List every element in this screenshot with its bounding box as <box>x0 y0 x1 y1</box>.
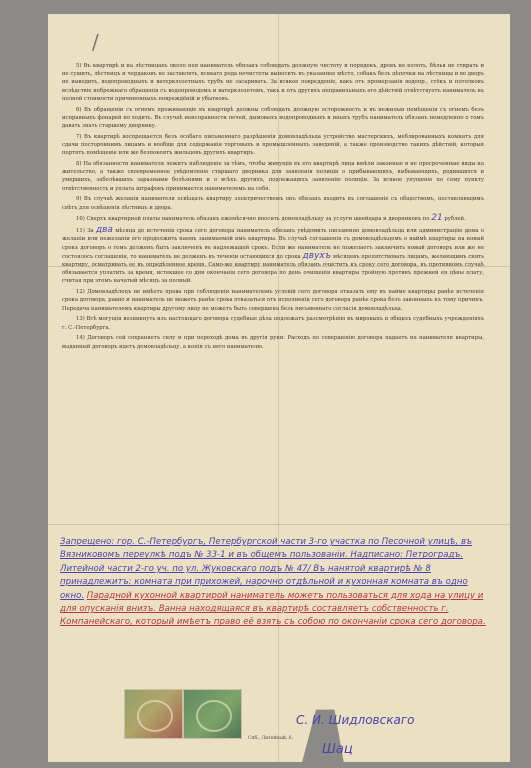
clause-10 <box>62 214 484 223</box>
clause-12: 12) Домовладѣлецъ не имѣетъ права при соблюденіи нанимателемъ условій сего договора отказать ему въ найме квартиры ранѣе истеченія срока договора, равно и наниматель не можетъ ранѣе срока отказаться отъ исполненія сего договора ранѣе срока безъ законныхъ къ тому причинъ. Передача нанимателемъ квартиры другому лицу не можетъ быть совершена безъ письменнаго согласія домовладѣльца. <box>62 289 484 312</box>
clause-14: 14) Договоръ сей сохраняетъ силу и при переходѣ дома въ другія руки. Расходъ по совершенію договора падаетъ на нанимателя квартиры, выданный договоръ идетъ домовладѣльцу, а копія съ него нанимателю. <box>62 335 484 350</box>
clause-11 <box>62 226 484 285</box>
clause-11-text: мѣсяца до истеченія срока сего договора наниматель обязанъ увѣдомить письменно домовладѣльца или администрацію дома о желаніи или нежеланіи его продолжить наемъ занимаемой имъ квартиры. Въ случаѣ соглашенія съ домовладѣльцемъ о наймѣ квартиры на новый срокъ договоръ о томъ долженъ быть заключенъ въ надлежащей срокъ. Если же наниматель не пожелаетъ заключить новый договоръ или же не состоялось соглашенія, то наниматель не долженъ въ теченіи остающихся до срока <box>62 228 484 260</box>
printed-contract-text <box>62 62 484 353</box>
signature-second: Шац <box>322 742 353 757</box>
clause-6: 6) Въ обращеніи съ огнемъ проживающіе въ квартирѣ должны соблюдать должную осторожность и въ нежилыя помѣщенія съ огнемъ безъ исправныхъ фонарей не ходить. Въ случаѣ неисправности печей, дымовыхъ водопроводныхъ и иныхъ трубъ наниматель обязанъ немедленно о томъ давать знать старшему дворнику. <box>62 106 484 130</box>
clause-11-handwritten-2: двухъ <box>302 250 332 261</box>
clause-13: 13) Всѣ могущія возникнуть изъ настоящаго договора судебные дѣла подлежатъ разсмотрѣнію въ мировыхъ и общихъ судебныхъ учрежденіяхъ г. С.-Петербурга. <box>62 316 484 331</box>
clause-8: 8) На обязанности нанимателя лежитъ наблюденіе за тѣмъ, чтобы живущія въ его квартирѣ лица имѣли законные и не просроченные виды на жительство, а также своевременное увѣдомленіе старшаго дворника для заявленія полиціи о прибывающихъ, выбывающихъ, родившихся и умершихъ, заболѣвшихъ заразными болѣзнями и о всѣхъ другихъ, подлежащихъ заявленію полиціи. За всякое упущеніе по сему пункту отвѣтственность и уплата штрафовъ принимается нанимателемъ на себя. <box>62 161 484 192</box>
clause-11-tail: мѣсяцевъ препятствовать лицамъ, желающимъ снять квартиру, осматривать ее въ опредѣленное время. Само-же квартиру наниматель обязанъ очистить къ сроку сего договора, въ противномъ случаѣ обязывается уплатить за время, истекшее со дня окончанія сего договора по день очищенія квартиры тройную противъ прежней ея цѣны плату, считая при этомъ начатый мѣсяцъ за полный. <box>62 253 484 285</box>
clause-5: 5) Въ квартирѣ и на лѣстницахъ около нея наниматель обязанъ соблюдать должную чистоту и порядокъ, дровъ не колоть, бѣлья не стирать и не сушить, лѣстницъ и чердаковъ не заставлять, всякаго рода нечистоты выносить въ указанное мѣсто, собакъ безъ цѣпочки на лѣстницы и во дворъ не выводить, водопроводныхъ и ватерклозетныхъ трубъ не засаривать. За всякое повредденіе, какъ отъ промерзанія водопр., стёкъ и потолковъ вслѣдствіе небрежнаго обращенія съ водопроводомъ и ватерклозетомъ, такъ и отъ другихъ неправильныхъ его дѣйствій отвѣтствуетъ наниматель въ полной стоимости причиненныхъ повреждёній и убытковъ. <box>62 63 484 102</box>
printer-imprint: Спб., Литейный, 6. <box>248 736 294 741</box>
clause-9: 9) Въ случаѣ желанія нанимателя освѣщать квартиру электричествомъ онъ обязанъ входить въ соглашеніе съ обществомъ, поставляющимъ свѣтъ для освѣщенія лѣстницъ и двора. <box>62 196 484 211</box>
pencil-mark: / <box>92 30 99 54</box>
clause-10-amount: 21 <box>431 213 443 224</box>
fold-line-lower <box>48 524 510 525</box>
revenue-stamps <box>124 689 242 737</box>
clause-7: 7) Въ квартирѣ воспрещается безъ особаго письменнаго разрѣшенія домовладѣльца устройство мастерскихъ, меблированныхъ комнатъ для сдачи постороннимъ лицамъ и вообще для содержанія торговыхъ и промышленныхъ заведеній, а также производство такихъ дѣйствій, которыя портятъ помѣщеніе или же безпокоятъ жильцовъ другихъ квартиръ. <box>62 133 484 157</box>
clause-10-rest: рублей. <box>444 216 466 223</box>
handwritten-note: Запрещено: гор. С.-Петербургъ, Петербургской части 3-го участка по Песочной улицѣ, въ Вязниковомъ переулкѣ подъ № 33-1 и въ общемъ пользованіи. Надписано: Петроградъ. Литейной части 2-го уч. по ул. Жуковскаго подъ № 47/ Въ нанятой квартирѣ № 8 принадлежитъ: комната при прихожей, нарочно отдѣльной и кухонная комната въ одно окно. <box>60 537 473 601</box>
handwritten-red-note: Парадной кухонной квартирой наниматель можетъ пользоваться для хода на улицу и для опусканія внизъ. Ванна находящаяся въ квартирѣ составляетъ собственность г. Компанейскаго, который имѣетъ право её взять съ собою по окончаніи срока сего договора. <box>60 590 486 628</box>
handwritten-annotation <box>60 536 492 630</box>
clause-10-text: 10) Сверхъ квартирной платы наниматель обязанъ ежемѣсячно вносить домовладѣльцу за услуги швейцара и дворниковъ по <box>76 216 430 223</box>
revenue-stamp-right <box>183 689 242 739</box>
clause-11-handwritten: два <box>95 225 113 236</box>
signature: С. И. Шидловскаго <box>296 713 415 727</box>
clause-11-lead: 11) За <box>76 228 94 235</box>
revenue-stamp-left <box>124 689 183 739</box>
